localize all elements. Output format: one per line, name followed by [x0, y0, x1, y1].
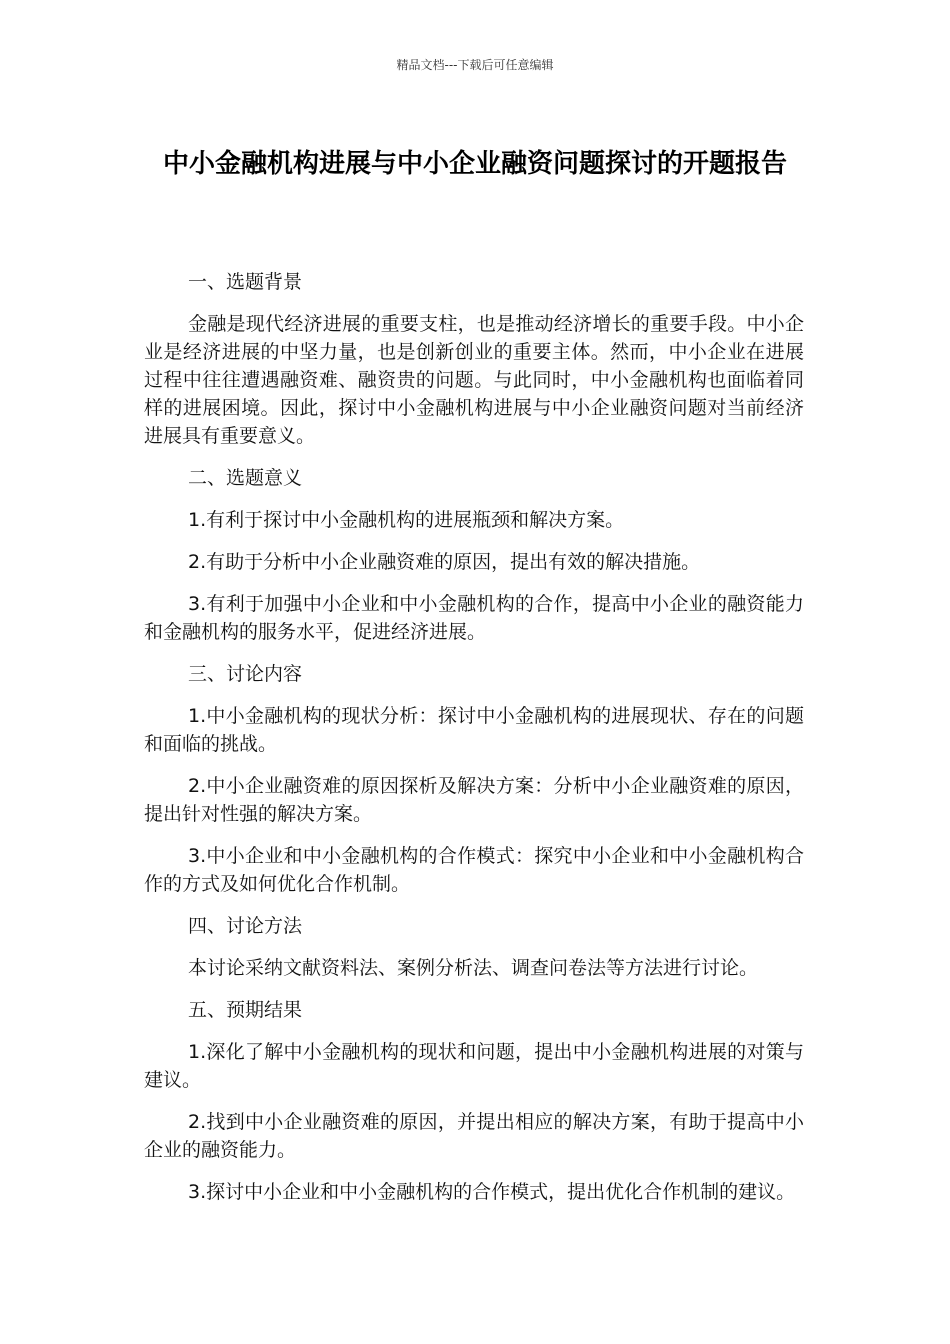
section-heading-significance: 二、选题意义	[188, 467, 303, 489]
section-heading-method: 四、讨论方法	[188, 915, 303, 937]
header-note: 精品文档---下载后可任意编辑	[396, 58, 554, 72]
expected-result-item: 2.找到中小企业融资难的原因，并提出相应的解决方案，有助于提高中小企业的融资能力。	[144, 1111, 804, 1161]
section-heading-expected-results: 五、预期结果	[188, 999, 303, 1021]
content-item: 1.中小金融机构的现状分析：探讨中小金融机构的进展现状、存在的问题和面临的挑战。	[144, 705, 804, 755]
section-heading-background: 一、选题背景	[188, 271, 303, 293]
significance-item: 1.有利于探讨中小金融机构的进展瓶颈和解决方案。	[188, 509, 625, 531]
significance-item: 2.有助于分析中小企业融资难的原因，提出有效的解决措施。	[188, 551, 701, 573]
expected-result-item: 3.探讨中小企业和中小金融机构的合作模式，提出优化合作机制的建议。	[188, 1181, 796, 1203]
section-heading-content: 三、讨论内容	[188, 663, 303, 685]
background-paragraph: 金融是现代经济进展的重要支柱，也是推动经济增长的重要手段。中小企业是经济进展的中坚力量，也是创新创业的重要主体。然而，中小企业在进展过程中往往遭遇融资难、融资贵的问题。与此同时，中小金融机构也面临着同样的进展困境。因此，探讨中小金融机构进展与中小企业融资问题对当前经济进展具有重要意义。	[144, 313, 804, 447]
method-paragraph: 本讨论采纳文献资料法、案例分析法、调查问卷法等方法进行讨论。	[188, 957, 759, 979]
document-body	[144, 268, 804, 1220]
content-item: 2.中小企业融资难的原因探析及解决方案：分析中小企业融资难的原因，提出针对性强的解决方案。	[144, 775, 804, 825]
content-item: 3.中小企业和中小金融机构的合作模式：探究中小企业和中小金融机构合作的方式及如何优化合作机制。	[144, 845, 804, 895]
document-title: 中小金融机构进展与中小企业融资问题探讨的开题报告	[162, 149, 787, 179]
significance-item: 3.有利于加强中小企业和中小金融机构的合作，提高中小企业的融资能力和金融机构的服务水平，促进经济进展。	[144, 593, 804, 643]
expected-result-item: 1.深化了解中小金融机构的现状和问题，提出中小金融机构进展的对策与建议。	[144, 1041, 804, 1091]
